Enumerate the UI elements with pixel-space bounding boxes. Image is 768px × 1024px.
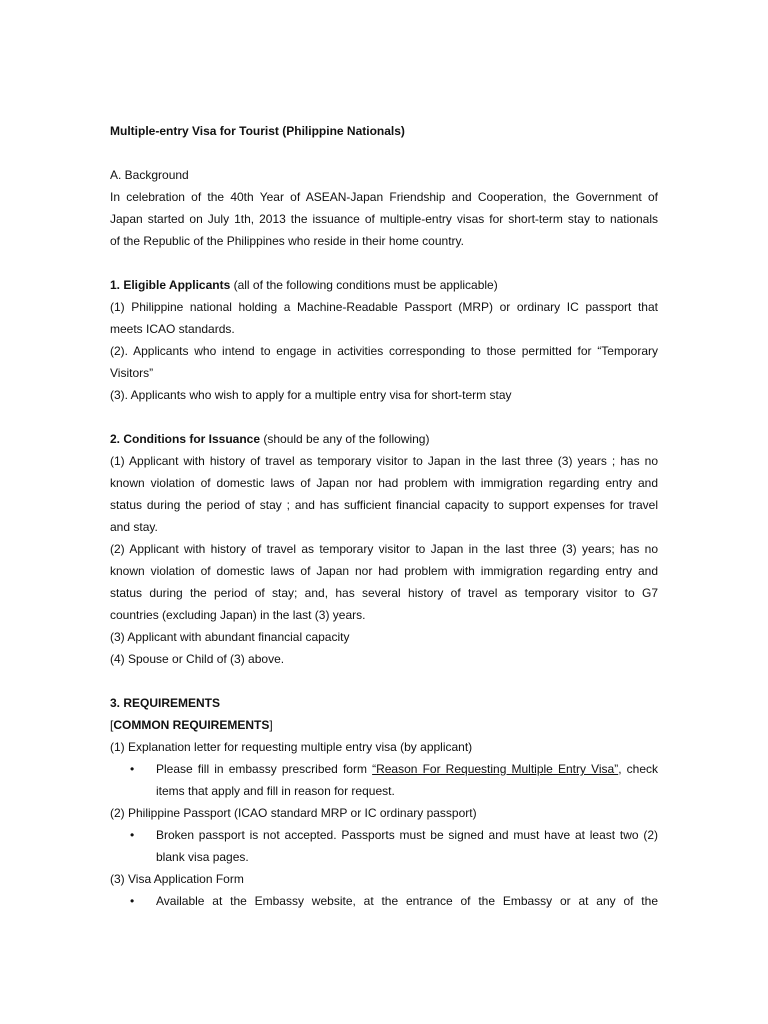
conditions-note: (should be any of the following) bbox=[260, 432, 430, 446]
bullet-icon: • bbox=[130, 762, 135, 776]
requirement-bullet-3: • Available at the Embassy website, at the entrance of the Embassy or at any of the bbox=[110, 890, 658, 912]
requirement-item-2: (2) Philippine Passport (ICAO standard MRP or IC ordinary passport) bbox=[110, 806, 477, 820]
requirement-item-1: (1) Explanation letter for requesting multiple entry visa (by applicant) bbox=[110, 740, 473, 754]
eligible-text-line: (3). Applicants who wish to apply for a multiple entry visa for short-term stay bbox=[110, 388, 512, 402]
conditions-text-line: known violation of domestic laws of Japan nor had problem with immigration regarding entry and bbox=[110, 476, 658, 490]
reason-form-link[interactable]: “Reason For Requesting Multiple Entry Visa” bbox=[372, 762, 619, 776]
conditions-text-line: status during the period of stay; and, has several history of travel as temporary visitor to G7 bbox=[110, 586, 658, 600]
requirement-bullet-2-cont: blank visa pages. bbox=[156, 850, 249, 864]
conditions-text-line: (3) Applicant with abundant financial capacity bbox=[110, 630, 350, 644]
conditions-text-line: known violation of domestic laws of Japan nor had problem with immigration regarding entry and bbox=[110, 564, 658, 578]
eligible-text-line: meets ICAO standards. bbox=[110, 322, 235, 336]
conditions-text-line: (1) Applicant with history of travel as temporary visitor to Japan in the last three (3) years ; has no bbox=[110, 454, 658, 468]
eligible-text-line: Visitors” bbox=[110, 366, 154, 380]
background-heading: A. Background bbox=[110, 168, 189, 182]
document-body bbox=[110, 120, 658, 912]
requirement-item-3: (3) Visa Application Form bbox=[110, 872, 244, 886]
conditions-text-line: countries (excluding Japan) in the last (3) years. bbox=[110, 608, 366, 622]
document-title: Multiple-entry Visa for Tourist (Philippine Nationals) bbox=[110, 124, 405, 138]
conditions-text-line: and stay. bbox=[110, 520, 158, 534]
conditions-text-line: (2) Applicant with history of travel as temporary visitor to Japan in the last three (3) years; has no bbox=[110, 542, 658, 556]
conditions-heading-line bbox=[110, 428, 658, 450]
requirement-bullet-2: • Broken passport is not accepted. Passports must be signed and must have at least two (2) bbox=[110, 824, 658, 846]
eligible-text-line: (1) Philippine national holding a Machine-Readable Passport (MRP) or ordinary IC passport that bbox=[110, 300, 658, 314]
conditions-text-line: status during the period of stay ; and has sufficient financial capacity to support expenses for travel bbox=[110, 498, 658, 512]
background-text-line: Japan started on July 1th, 2013 the issuance of multiple-entry visas for short-term stay to nationals bbox=[110, 212, 658, 226]
common-requirements-label: [COMMON REQUIREMENTS] bbox=[110, 718, 273, 732]
conditions-text-line: (4) Spouse or Child of (3) above. bbox=[110, 652, 285, 666]
eligible-note: (all of the following conditions must be applicable) bbox=[230, 278, 498, 292]
requirement-bullet-1: • Please fill in embassy prescribed form “Reason For Requesting Multiple Entry Visa”, check bbox=[110, 758, 658, 780]
eligible-heading-line bbox=[110, 274, 658, 296]
requirements-heading: 3. REQUIREMENTS bbox=[110, 696, 221, 710]
eligible-heading: 1. Eligible Applicants bbox=[110, 278, 231, 292]
conditions-heading: 2. Conditions for Issuance bbox=[110, 432, 261, 446]
bullet-icon: • bbox=[130, 894, 135, 908]
eligible-text-line: (2). Applicants who intend to engage in activities corresponding to those permitted for “Temporary bbox=[110, 344, 658, 358]
background-text-line: In celebration of the 40th Year of ASEAN-Japan Friendship and Cooperation, the Government of bbox=[110, 190, 658, 204]
background-text-line: of the Republic of the Philippines who reside in their home country. bbox=[110, 234, 464, 248]
bullet-icon: • bbox=[130, 828, 135, 842]
requirement-bullet-1-cont: items that apply and fill in reason for request. bbox=[156, 784, 395, 798]
